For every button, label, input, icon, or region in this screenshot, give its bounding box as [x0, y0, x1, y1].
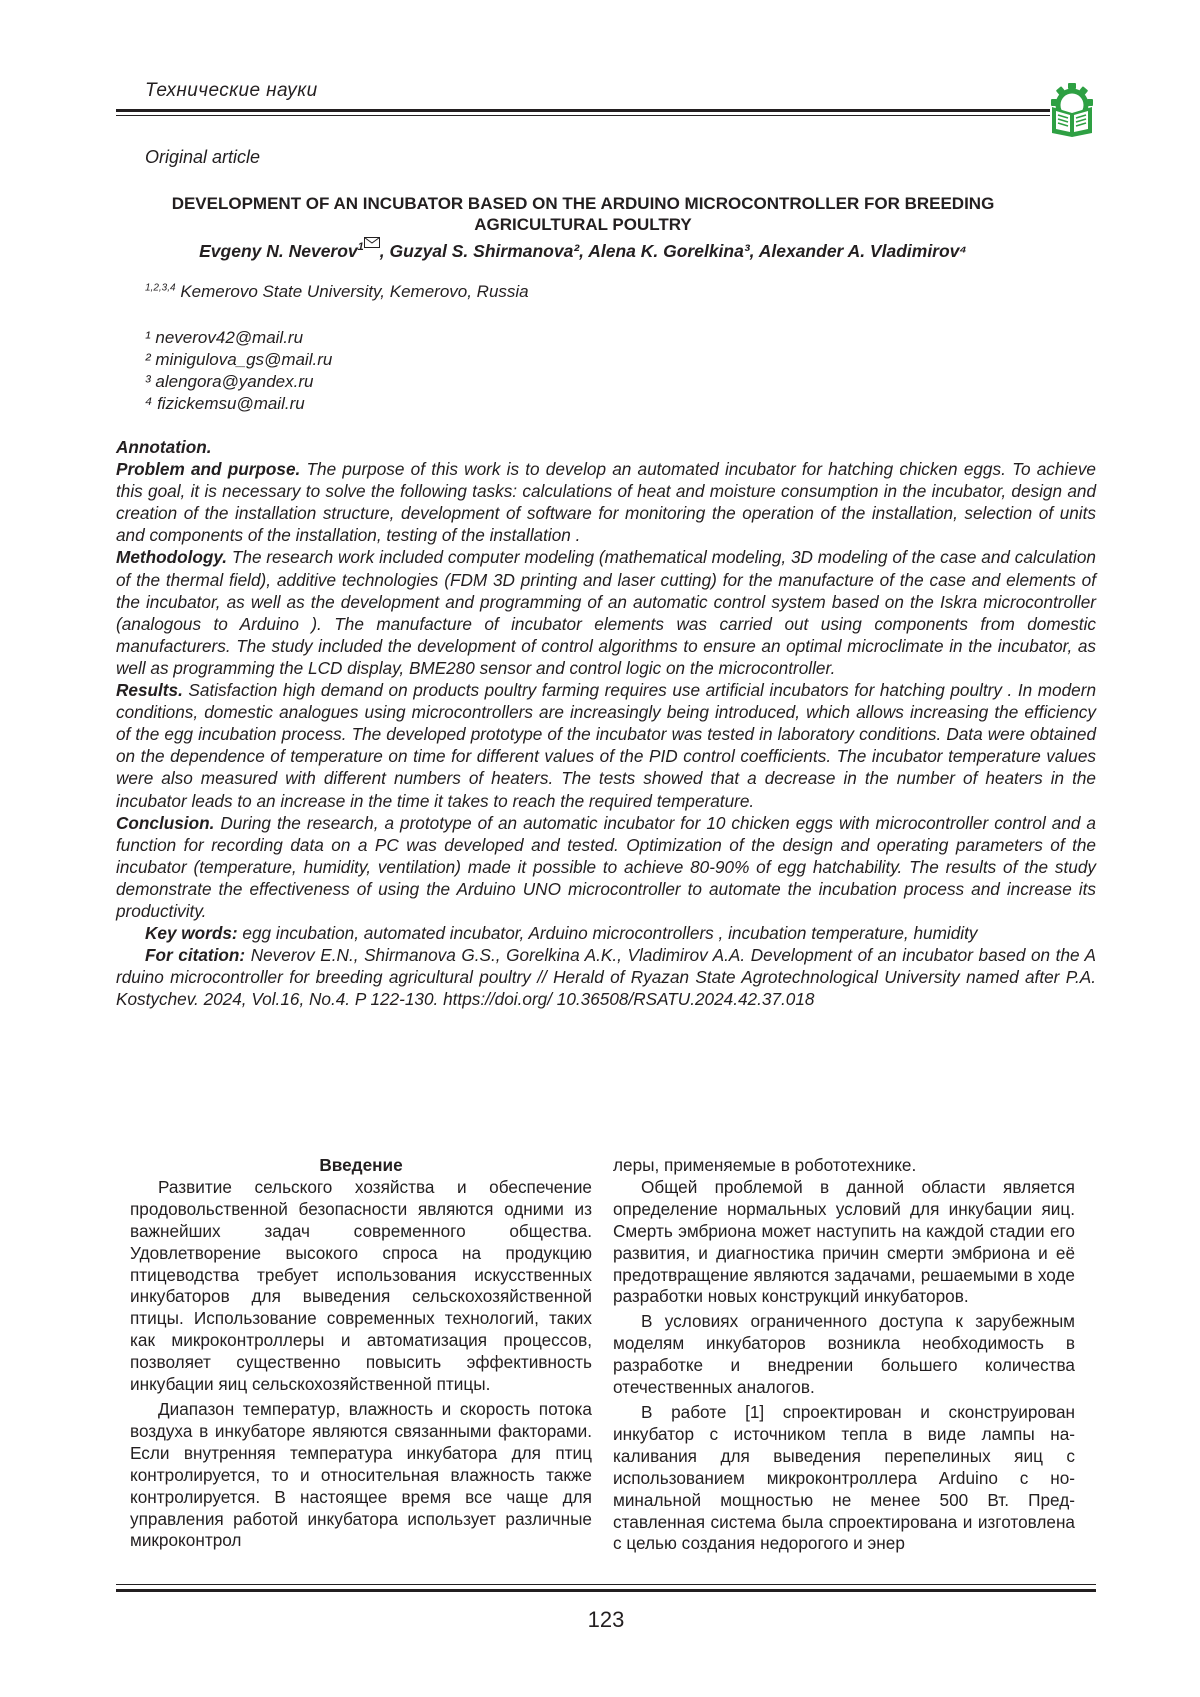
methodology-text: The research work included computer modeling (mathematical modeling, 3D modeling of the case and calculation of the thermal field), additive technologies (FDM 3D printing and laser cutting) for the manufacture of the case and elements of the incubator, as well as the development and programming of an automatic control system based on the Iskra microcontroller (analogous to Arduino ). The manufacture of incubator elements was carried out using components from domestic manufacturers. The study included the development of control algorithms to ensure an optimal microclimate in the incubator, as well as programming the LCD display, BME280 sensor and control logic on the microcontroller.: [116, 547, 1096, 678]
citation-paragraph: [116, 944, 1096, 1010]
footer-rule: [116, 1589, 1096, 1592]
affiliation: [145, 282, 529, 302]
results-paragraph: [116, 679, 1096, 812]
methodology-label: Methodology.: [116, 547, 228, 568]
running-header: Технические науки: [145, 80, 318, 101]
keywords-label: Key words:: [145, 923, 238, 944]
affiliation-text: Kemerovo State University, Kemerovo, Russia: [175, 282, 529, 301]
page-number: 123: [587, 1607, 625, 1632]
body-paragraph: Развитие сельского хозяйства и обеспечение продовольственной безопасности являются одними из важнейших задач современного общества. Удовлетворение высокого спроса на продукцию птицеводства требует использования искусственных инкубаторов для выведения сельскохозяйственной птицы. Использование современных технологий, таких как микроконтроллеры и автоматизация процессов, позволяет существенно повысить эффективность инкубации яиц сельскохозяйственной птицы.: [130, 1176, 592, 1395]
keywords-paragraph: [116, 922, 1096, 944]
citation-text: Neverov E.N., Shirmanova G.S., Gorelkina A.K., Vladimirov A.A. Development of an incubator based on the A rduino microcontroller for breeding agricultural poultry // Herald of Ryazan State Agrotechnological University named after P.A. Kostychev. 2024, Vol.16, No.4. P 122-130. https://doi.org/ 10.36508/RSATU.2024.42.37.018: [116, 945, 1096, 1010]
methodology-paragraph: [116, 546, 1096, 679]
results-label: Results.: [116, 680, 183, 701]
citation-label: For citation:: [145, 945, 246, 966]
body-column-right: [613, 1155, 1075, 1555]
footer-rule-thin: [116, 1584, 1096, 1585]
body-column-left: [130, 1155, 592, 1552]
problem-label: Problem and purpose.: [116, 459, 301, 480]
results-text: Satisfaction high demand on products poultry farming requires use artificial incubators for hatching poultry . In modern conditions, domestic analogues using microcontrollers are increasingly being introduced, which allows increasing the efficiency of the egg incubation process. The developed prototype of the incubator was tested in laboratory conditions. Data were obtained on the dependence of temperature on time for different values of the PID control coefficients. The incubator temperature values were also measured with different numbers of heaters. The tests showed that a decrease in the number of heaters in the incubator leads to an increase in the time it takes to reach the required temperature.: [116, 680, 1096, 811]
conclusion-text: During the research, a prototype of an automatic incubator for 10 chicken eggs with microcontroller control and a function for recording data on a PC was developed and tested. Optimization of the design and operating parameters of the incubator (temperature, humidity, ventilation) made it possible to achieve 80-90% of egg hatchability. The results of the study demonstrate the effectiveness of using the Arduino UNO microcontroller to automate the incubation process and increase its productivity.: [116, 812, 1096, 921]
author-1: Evgeny N. Neverov: [199, 241, 358, 261]
body-paragraph: В работе [1] спроектирован и сконструирован инкубатор с источником тепла в виде лампы накаливания для выведения перепелиных яиц с использованием микроконтроллера Arduino с номинальной мощностью не менее 500 Вт. Представленная система была спроектирована и изготовлена с целью создания недорогого и энер: [613, 1401, 1075, 1554]
email-list: [145, 327, 332, 415]
email-4[interactable]: ⁴ fizickemsu@mail.ru: [145, 394, 305, 413]
problem-text: The purpose of this work is to develop an automated incubator for hatching chicken eggs. To achieve this goal, it is necessary to solve the following tasks: calculations of heat and moisture consumption in the incubator, design and creation of the installation structure, development of software for monitoring the operation of the installation, selection of units and components of the installation, testing of the installation .: [116, 459, 1096, 546]
intro-heading: Введение: [319, 1155, 403, 1175]
header-rule: [116, 109, 1050, 112]
header-rule-thin: [116, 115, 1050, 116]
article-type: Original article: [145, 147, 261, 167]
book-gear-logo-icon: [1048, 83, 1096, 137]
email-1[interactable]: ¹ neverov42@mail.ru: [145, 328, 304, 347]
conclusion-label: Conclusion.: [116, 812, 215, 833]
author-1-superscript: 1: [357, 241, 364, 254]
article-title: DEVELOPMENT OF AN INCUBATOR BASED ON THE ARDUINO MICROCONTROLLER FOR BREEDING AGRICULTURAL POULTRY: [171, 194, 995, 234]
authors: [116, 237, 1050, 262]
annotation-block: [116, 436, 1096, 1010]
body-paragraph-continued: леры, применяемые в робототехнике.: [613, 1155, 917, 1175]
affiliation-superscript: 1,2,3,4: [145, 282, 176, 294]
email-2[interactable]: ² minigulova_gs@mail.ru: [145, 350, 333, 369]
body-paragraph: Диапазон температур, влажность и скорость потока воздуха в инкубаторе являются связанными факторами. Если внутренняя температура инкубатора для птиц контролируется, то и относительная влажность также контролируется. В настоящее время все чаще для управления работой инкубатора использует различные микроконтрол: [130, 1398, 592, 1551]
body-paragraph: В условиях ограниченного доступа к зарубежным моделям инкубаторов возникла необходимость в разработке и внедрении большего количества отечественных аналогов.: [613, 1311, 1075, 1398]
conclusion-paragraph: [116, 812, 1096, 922]
email-3[interactable]: ³ alengora@yandex.ru: [145, 372, 314, 391]
keywords-text: egg incubation, automated incubator, Arduino microcontrollers , incubation temperature, humidity: [237, 923, 978, 944]
envelope-icon: [364, 237, 380, 248]
problem-paragraph: [116, 458, 1096, 546]
authors-rest: , Guzyal S. Shirmanova², Alena K. Gorelkina³, Alexander A. Vladimirov⁴: [379, 241, 967, 261]
body-paragraph: Общей проблемой в данной области является определение нормальных условий для инкубации яиц. Смерть эмбриона может наступить на каждой стадии его развития, и диагностика причин смерти эмбриона и её предотвращение являются задачами, решаемыми в ходе разработки новых конструкций инкубаторов.: [613, 1176, 1075, 1307]
annotation-heading: Annotation.: [116, 437, 212, 457]
